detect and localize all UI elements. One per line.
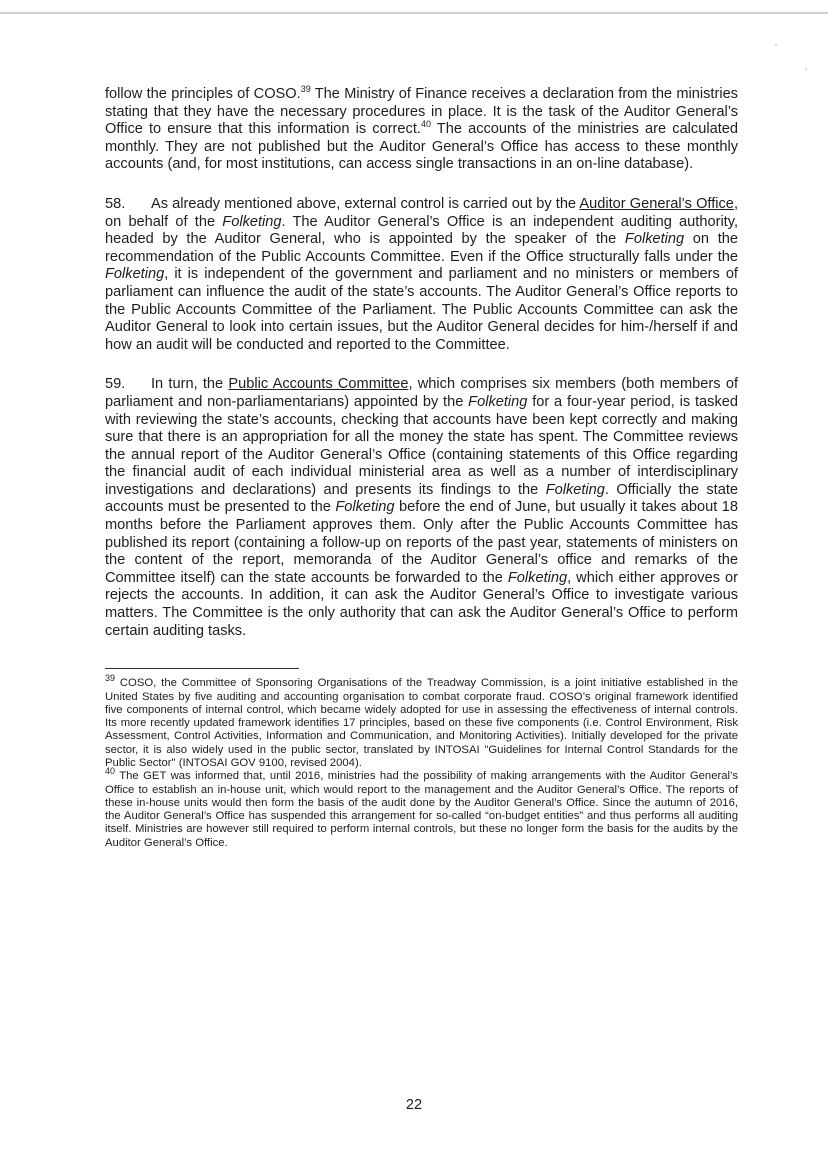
paragraph-59: 59. In turn, the Public Accounts Committee, which comprises six members (both members of parliament and non-parliamentarians) appointed by the Folketing for a four-year period, is tasked with reviewing the state’s accounts, checking that accounts have been kept correctly and making sure that there is an appropriation for all the money the state has spent. The Committee reviews the annual report of the Auditor General’s Office (containing statements of this Office regarding the financial audit of each individual ministerial area as well as a number of interdisciplinary investigations and declarations) and presents its findings to the Folketing. Officially the state accounts must be presented to the Folketing before the end of June, but usually it takes about 18 months before the Parliament approves them. Only after the Public Accounts Committee has published its report (containing a follow-up on reports of the past year, statements of ministers on the content of the report, memoranda of the Auditor General’s office and remarks of the Committee itself) can the state accounts be forwarded to the Folketing, which either approves or rejects the accounts. In addition, it can ask the Auditor General’s Office to investigate various matters. The Committee is the only authority that can ask the Auditor General’s Office to perform certain auditing tasks. [105, 376, 738, 639]
footnote-ref-40[interactable]: 40 [420, 119, 431, 130]
scan-speck [805, 68, 807, 70]
paragraph-57-continued: follow the principles of COSO.$^{39}$ The Ministry of Finance receives a declaration from the ministries stating that they have the necessary procedures in place. It is the task of the Auditor General’s Office to ensure that this information is correct.$^{40}$ The accounts of the ministries are calculated monthly. They are not published but the Auditor General’s Office has access to these monthly accounts (and, for most institutions, can access single transactions in an on-line database). [105, 84, 738, 173]
auditor-general-office-term: Auditor General’s Office [579, 195, 734, 212]
scan-speck [775, 44, 777, 46]
footnote-number: 40 [105, 766, 116, 777]
footnote-number: 39 [105, 673, 116, 684]
paragraph-58: 58. As already mentioned above, external control is carried out by the Auditor General’s Office, on behalf of the Folketing. The Auditor General’s Office is an independent auditing authority, headed by the Auditor General, who is appointed by the speaker of the Folketing on the recommendation of the Public Accounts Committee. Even if the Office structurally falls under the Folketing, it is independent of the government and parliament and no ministers or members of parliament can influence the audit of the state’s accounts. The Auditor General’s Office reports to the Public Accounts Committee of the Parliament. The Public Accounts Committee can ask the Auditor General to look into certain issues, but the Auditor General decides for him-/herself if and how an audit will be conducted and reported to the Committee. [105, 195, 739, 353]
footnote-39: $^{39}$ COSO, the Committee of Sponsoring Organisations of the Treadway Commission, is a joint initiative established in the United States by five auditing and accounting organisation to combat corporate fraud. COSO’s original framework identified five components of internal control, which became widely adopted for use in assessing the effectiveness of internal controls. Its more recently updated framework identifies 17 principles, based on these five components (i.e. Control Environment, Risk Assessment, Control Activities, Information and Communication, and Monitoring Activities). Initially developed for the private sector, it is also widely used in the public sector, translated by INTOSAI "Guidelines for Internal Control Standards for the Public Sector" (INTOSAI GOV 9100, revised 2004). [105, 673, 738, 769]
footnote-separator [105, 668, 299, 669]
paragraph-number: 58. [105, 195, 126, 212]
footnote-ref-39[interactable]: 39 [300, 84, 311, 95]
page-number: 22 [405, 1097, 423, 1113]
footnote-40: $^{40}$ The GET was informed that, until 2016, ministries had the possibility of making arrangements with the Auditor General’s Office to establish an in-house unit, which would report to the management and the Auditor General’s Office. The reports of these in-house units would then form the basis of the audit done by the Auditor General’s Office. Since the autumn of 2016, the Auditor General’s Office has suspended this arrangement for so-called “on-budget entities” and thus performs all auditing itself. Ministries are however still required to perform internal controls, but these no longer form the basis for the audits by the Auditor General’s Office. [105, 766, 738, 849]
paragraph-number: 59. [105, 376, 126, 393]
public-accounts-committee-term: Public Accounts Committee [228, 376, 409, 393]
document-page [105, 86, 738, 850]
page-top-border [0, 12, 828, 14]
